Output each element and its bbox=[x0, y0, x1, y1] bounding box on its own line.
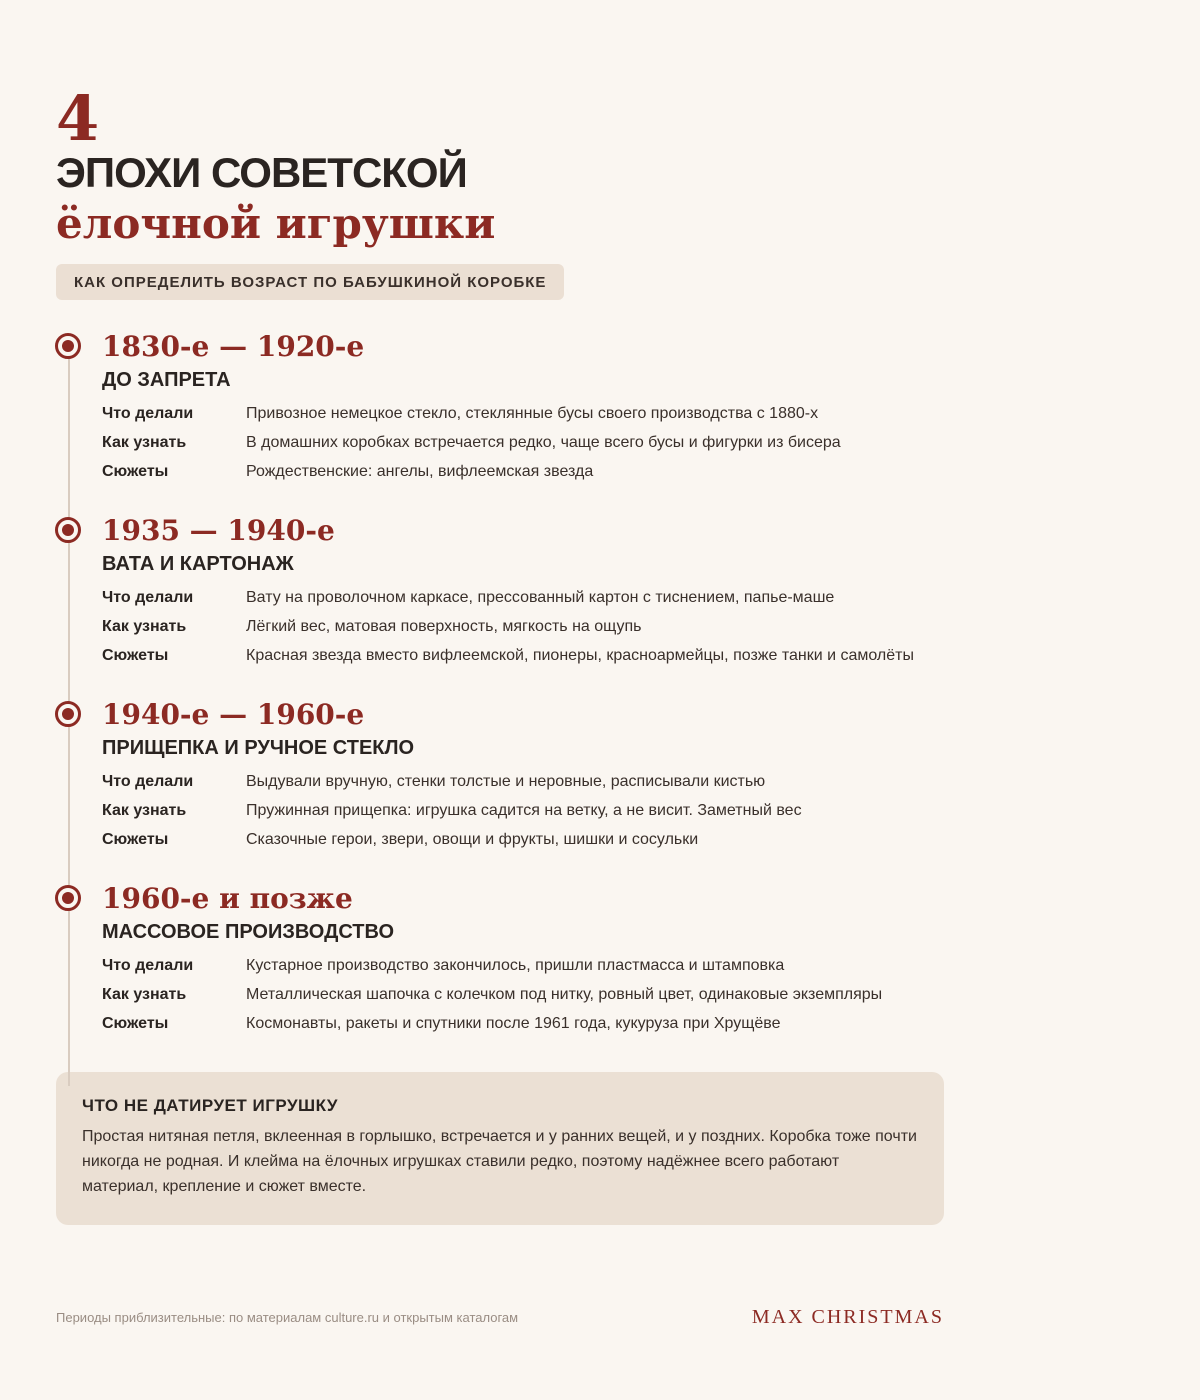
row-label: Сюжеты bbox=[102, 463, 169, 480]
era-row-identify bbox=[102, 615, 944, 639]
row-value: Пружинная прищепка: игрушка садится на ветку, а не висит. Заметный вес bbox=[246, 802, 802, 819]
row-value: Металлическая шапочка с колечком под нитку, ровный цвет, одинаковые экземпляры bbox=[246, 986, 883, 1003]
era-years: 1830-е — 1920-е bbox=[102, 330, 365, 363]
era-row-themes bbox=[102, 460, 944, 484]
era-row-made bbox=[102, 954, 944, 978]
brand-logo: MAX CHRISTMAS bbox=[751, 1306, 944, 1328]
row-value: Красная звезда вместо вифлеемской, пионеры, красноармейцы, позже танки и самолёты bbox=[246, 647, 914, 664]
row-value: Привозное немецкое стекло, стеклянные бусы своего производства с 1880-х bbox=[246, 405, 819, 422]
era-row-themes bbox=[102, 828, 944, 852]
era-name: ДО ЗАПРЕТА bbox=[102, 369, 231, 391]
era-row-identify bbox=[102, 431, 944, 455]
era-years: 1960-е и позже bbox=[102, 882, 353, 915]
note-title: ЧТО НЕ ДАТИРУЕТ ИГРУШКУ bbox=[82, 1096, 338, 1115]
era-years: 1940-е — 1960-е bbox=[102, 698, 365, 731]
era-name: МАССОВОЕ ПРОИЗВОДСТВО bbox=[102, 921, 395, 943]
era-row-themes bbox=[102, 1012, 944, 1036]
era-row-made bbox=[102, 586, 944, 610]
era-item bbox=[56, 882, 944, 1036]
era-row-identify bbox=[102, 799, 944, 823]
infographic bbox=[56, 82, 944, 1225]
era-name: ПРИЩЕПКА И РУЧНОЕ СТЕКЛО bbox=[102, 737, 415, 759]
source-note: Периоды приблизительные: по материалам culture.ru и открытым каталогам bbox=[56, 1310, 519, 1325]
row-value: Космонавты, ракеты и спутники после 1961 года, кукуруза при Хрущёве bbox=[246, 1015, 781, 1032]
era-row-identify bbox=[102, 983, 944, 1007]
era-row-themes bbox=[102, 644, 944, 668]
timeline-dot-icon bbox=[55, 333, 81, 359]
era-name: ВАТА И КАРТОНАЖ bbox=[102, 553, 294, 575]
row-label: Что делали bbox=[102, 405, 194, 422]
note-text: Простая нитяная петля, вклеенная в горлышко, встречается и у ранних вещей, и у поздних. Коробка тоже почти никогда не родная. И клейма на ёлочных игрушках ставили редко, поэтому надёжнее всего работают материал, крепление и сюжет вместе. bbox=[82, 1128, 917, 1195]
page-title: ЭПОХИ СОВЕТСКОЙ bbox=[56, 149, 467, 196]
row-label: Что делали bbox=[102, 957, 194, 974]
row-value: Кустарное производство закончилось, пришли пластмасса и штамповка bbox=[246, 957, 785, 974]
section-number: 4 bbox=[56, 82, 100, 155]
subtitle-badge: КАК ОПРЕДЕЛИТЬ ВОЗРАСТ ПО БАБУШКИНОЙ КОРОБКЕ bbox=[56, 264, 564, 300]
era-row-made bbox=[102, 770, 944, 794]
row-label: Что делали bbox=[102, 589, 194, 606]
era-item bbox=[56, 514, 944, 668]
row-label: Что делали bbox=[102, 773, 194, 790]
era-years: 1935 — 1940-е bbox=[102, 514, 335, 547]
timeline-dot-icon bbox=[55, 885, 81, 911]
row-label: Как узнать bbox=[102, 802, 187, 819]
row-value: В домашних коробках встречается редко, чаще всего бусы и фигурки из бисера bbox=[246, 434, 841, 451]
row-label: Как узнать bbox=[102, 618, 187, 635]
row-label: Сюжеты bbox=[102, 1015, 169, 1032]
row-label: Как узнать bbox=[102, 986, 187, 1003]
row-label: Как узнать bbox=[102, 434, 187, 451]
row-value: Лёгкий вес, матовая поверхность, мягкость на ощупь bbox=[246, 618, 642, 635]
info-note bbox=[56, 1072, 944, 1225]
row-value: Сказочные герои, звери, овощи и фрукты, шишки и сосульки bbox=[246, 831, 699, 848]
row-value: Вату на проволочном каркасе, прессованный картон с тиснением, папье-маше bbox=[246, 589, 835, 606]
row-label: Сюжеты bbox=[102, 831, 169, 848]
timeline-dot-icon bbox=[55, 517, 81, 543]
timeline bbox=[56, 330, 944, 1036]
row-label: Сюжеты bbox=[102, 647, 169, 664]
page-title-accent: ёлочной игрушки bbox=[56, 199, 496, 248]
timeline-dot-icon bbox=[55, 701, 81, 727]
era-item bbox=[56, 330, 944, 484]
era-item bbox=[56, 698, 944, 852]
era-row-made bbox=[102, 402, 944, 426]
row-value: Выдували вручную, стенки толстые и неровные, расписывали кистью bbox=[246, 773, 766, 790]
row-value: Рождественские: ангелы, вифлеемская звезда bbox=[246, 463, 594, 480]
footer bbox=[56, 1306, 944, 1329]
